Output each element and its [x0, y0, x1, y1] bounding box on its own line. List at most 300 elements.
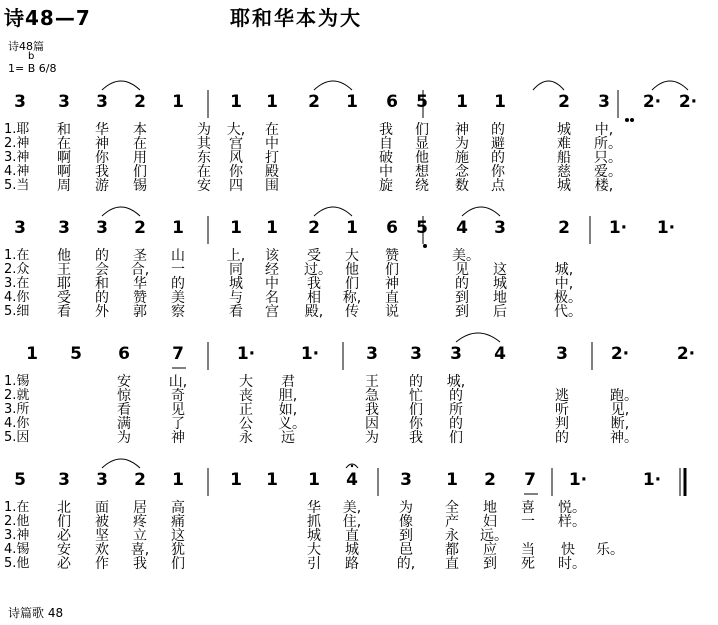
lyric-syllable: 说	[385, 304, 399, 320]
verse-start-syllable: 1.耶	[4, 122, 30, 137]
note: 2	[308, 218, 320, 238]
lyric-syllable: 抓	[307, 514, 321, 530]
lyric-syllable: 安	[197, 178, 211, 194]
note: 2·	[678, 92, 698, 112]
note: 1·	[300, 344, 320, 364]
lyric-syllable: 他	[345, 262, 359, 278]
lyric-syllable: 为	[117, 430, 131, 446]
lyric-syllable: 疼	[133, 514, 147, 530]
lyric-syllable: 四	[229, 178, 243, 194]
lyric-syllable: 施	[455, 150, 469, 166]
lyric-syllable: 名	[265, 290, 279, 306]
lyric-syllable: 远。	[480, 528, 508, 544]
lyric-syllable: 相	[307, 290, 321, 306]
verse-start-syllable: 3.所	[4, 402, 30, 417]
lyric-syllable: 急	[365, 388, 379, 404]
lyric-syllable: 直	[345, 528, 359, 544]
verse-start-syllable: 1.在	[4, 248, 30, 263]
verse-start-syllable: 2.众	[4, 262, 30, 277]
lyric-syllable: 当	[521, 542, 535, 558]
lyric-syllable: 同	[229, 262, 243, 278]
note: 5	[416, 218, 428, 238]
lyric-syllable: 一	[521, 514, 535, 530]
lyric-syllable: 的	[449, 416, 463, 432]
lyric-syllable: 痛	[171, 514, 185, 530]
lyric-syllable: 我	[379, 122, 393, 138]
note: 1	[172, 92, 184, 112]
lyric-syllable: 直	[385, 290, 399, 306]
verse-start-syllable: 5.细	[4, 304, 30, 319]
lyric-syllable: 坚	[95, 528, 109, 544]
lyric-syllable: 这	[171, 528, 185, 544]
lyric-syllable: 为	[197, 122, 211, 138]
verse-start-syllable: 3.神	[4, 528, 30, 543]
lyric-syllable: 殿	[265, 164, 279, 180]
lyric-syllable: 风	[229, 150, 243, 166]
note: 2	[558, 92, 570, 112]
lyric-syllable: 殿,	[304, 304, 324, 320]
note: 2·	[642, 92, 662, 112]
verse-start-syllable: 4.你	[4, 416, 30, 431]
verse-start-syllable: 5.当	[4, 178, 30, 193]
lyric-syllable: 和	[95, 276, 109, 292]
lyric-syllable: 周	[57, 178, 71, 194]
lyric-syllable: 旋	[379, 178, 393, 194]
lyric-syllable: 过。	[304, 262, 332, 278]
lyric-syllable: 神	[455, 122, 469, 138]
lyric-syllable: 见,	[610, 402, 630, 418]
lyric-syllable: 路	[345, 556, 359, 572]
note: 1	[308, 470, 320, 490]
lyric-syllable: 这	[493, 262, 507, 278]
lyric-syllable: 后	[493, 304, 507, 320]
lyric-syllable: 耶	[57, 276, 71, 292]
note: 3	[14, 218, 26, 238]
lyric-syllable: 永	[239, 430, 253, 446]
lyric-syllable: 被	[95, 514, 109, 530]
note: 1·	[642, 470, 662, 490]
lyric-syllable: 中	[265, 136, 279, 152]
verse-start-syllable: 2.他	[4, 514, 30, 529]
note: 2	[134, 92, 146, 112]
lyric-syllable: 逃	[555, 388, 569, 404]
lyric-syllable: 中,	[594, 122, 614, 138]
lyric-syllable: 我	[409, 430, 423, 446]
lyric-syllable: 丧	[239, 388, 253, 404]
lyric-syllable: 因	[365, 416, 379, 432]
lyric-syllable: 你	[409, 416, 423, 432]
lyric-syllable: 义。	[278, 416, 306, 432]
verse-start-syllable: 2.神	[4, 136, 30, 151]
slur	[533, 81, 564, 90]
lyric-syllable: 邑	[399, 542, 413, 558]
lyric-syllable: 爱。	[594, 164, 622, 180]
lyric-syllable: 悦。	[558, 500, 586, 516]
note: 1	[172, 218, 184, 238]
lyric-syllable: 的	[409, 374, 423, 390]
lyric-syllable: 城	[229, 276, 243, 292]
lyric-syllable: 安	[57, 542, 71, 558]
lyric-syllable: 地	[493, 290, 507, 306]
lyric-syllable: 楼,	[594, 178, 614, 194]
lyric-syllable: 快	[561, 542, 575, 558]
lyric-syllable: 断,	[610, 416, 630, 432]
lyric-syllable: 住,	[342, 514, 362, 530]
note: 6	[118, 344, 130, 364]
lyric-syllable: 犹	[171, 542, 185, 558]
lyric-syllable: 在	[133, 136, 147, 152]
lyric-syllable: 远	[281, 430, 295, 446]
lyric-syllable: 惊	[117, 388, 131, 404]
lyric-syllable: 城	[557, 122, 571, 138]
note: 1	[456, 92, 468, 112]
verse-start-syllable: 4.你	[4, 290, 30, 305]
note: 7	[172, 344, 184, 364]
lyric-syllable: 啊	[57, 164, 71, 180]
lyric-syllable: 为	[455, 136, 469, 152]
lyric-syllable: 围	[265, 178, 279, 194]
lyric-syllable: 们	[133, 164, 147, 180]
note: 3	[14, 92, 26, 112]
lyric-syllable: 全	[445, 500, 459, 516]
lyric-syllable: 神	[385, 276, 399, 292]
hymn-code: 诗48—7	[4, 6, 91, 30]
lyric-syllable: 作	[95, 556, 109, 572]
slur	[456, 333, 500, 342]
lyric-syllable: 们	[449, 430, 463, 446]
lyric-syllable: 代。	[554, 304, 582, 320]
note: 3	[58, 470, 70, 490]
lyric-syllable: 看	[57, 304, 71, 320]
slur	[102, 207, 140, 216]
note: 4	[494, 344, 506, 364]
lyric-syllable: 想	[415, 164, 429, 180]
lyric-syllable: 受	[307, 248, 321, 264]
note: 6	[386, 92, 398, 112]
lyric-syllable: 上,	[226, 248, 246, 264]
lyric-syllable: 引	[307, 556, 321, 572]
lyric-syllable: 的	[555, 430, 569, 446]
lyric-syllable: 地	[483, 500, 497, 516]
lyric-syllable: 中,	[554, 276, 574, 292]
lyric-syllable: 在	[197, 164, 211, 180]
note: 1	[172, 470, 184, 490]
lyric-syllable: 到	[455, 290, 469, 306]
lyric-syllable: 的	[171, 276, 185, 292]
lyric-syllable: 王	[365, 374, 379, 390]
lyric-syllable: 听	[555, 402, 569, 418]
lyric-syllable: 大	[307, 542, 321, 558]
lyric-syllable: 到	[483, 556, 497, 572]
lyric-syllable: 自	[379, 136, 393, 152]
lyric-syllable: 我	[133, 556, 147, 572]
lyric-syllable: 乐。	[596, 542, 624, 558]
lyric-syllable: 神	[171, 430, 185, 446]
lyric-syllable: 产	[445, 514, 459, 530]
lyric-syllable: 时。	[558, 556, 586, 572]
key-signature: 1= B 6/8	[8, 62, 57, 75]
lyric-syllable: 大,	[226, 122, 246, 138]
lyric-syllable: 的	[491, 150, 505, 166]
lyric-syllable: 美,	[342, 500, 362, 516]
lyric-syllable: 华	[95, 122, 109, 138]
note: 4	[456, 218, 468, 238]
lyric-syllable: 安	[117, 374, 131, 390]
note: 3	[96, 92, 108, 112]
lyric-syllable: 欢	[95, 542, 109, 558]
lyric-syllable: 避	[491, 136, 505, 152]
lyric-syllable: 看	[229, 304, 243, 320]
lyric-syllable: 我	[307, 276, 321, 292]
note: 1	[346, 218, 358, 238]
lyric-syllable: 们	[415, 122, 429, 138]
note: 1·	[656, 218, 676, 238]
lyric-syllable: 你	[95, 150, 109, 166]
lyric-syllable: 打	[265, 150, 279, 166]
lyric-syllable: 破	[379, 150, 393, 166]
lyric-syllable: 们	[171, 556, 185, 572]
lyric-syllable: 本	[133, 122, 147, 138]
note: 1	[230, 218, 242, 238]
lyric-syllable: 锡	[133, 178, 147, 194]
verse-start-syllable: 3.神	[4, 150, 30, 165]
lyric-syllable: 们	[345, 276, 359, 292]
lyric-syllable: 如,	[278, 402, 298, 418]
note: 5	[70, 344, 82, 364]
lyric-syllable: 点	[491, 178, 505, 194]
note: 3	[400, 470, 412, 490]
note: 2	[484, 470, 496, 490]
lyric-syllable: 我	[365, 402, 379, 418]
note: 1	[446, 470, 458, 490]
note: 3	[58, 218, 70, 238]
lyric-syllable: 船	[557, 150, 571, 166]
verse-start-syllable: 1.锡	[4, 374, 30, 389]
slur	[102, 459, 140, 468]
lyric-syllable: 宫	[265, 304, 279, 320]
lyric-syllable: 北	[57, 500, 71, 516]
lyric-syllable: 面	[95, 500, 109, 516]
slur	[314, 81, 352, 90]
lyric-syllable: 城	[345, 542, 359, 558]
note: 2	[134, 218, 146, 238]
lyric-syllable: 赞	[133, 290, 147, 306]
note: 3	[410, 344, 422, 364]
lyric-syllable: 直	[445, 556, 459, 572]
lyric-syllable: 城	[307, 528, 321, 544]
lyric-syllable: 美。	[452, 248, 480, 264]
note: 5	[416, 92, 428, 112]
lyric-syllable: 的	[455, 276, 469, 292]
lyric-syllable: 奇	[171, 388, 185, 404]
lyric-syllable: 慈	[557, 164, 571, 180]
lyric-syllable: 用	[133, 150, 147, 166]
lyric-syllable: 看	[117, 402, 131, 418]
lyric-syllable: 判	[555, 416, 569, 432]
lyric-syllable: 美	[171, 290, 185, 306]
note: 4	[346, 470, 358, 490]
note: 1	[346, 92, 358, 112]
note: 6	[386, 218, 398, 238]
slur	[102, 81, 140, 90]
lyric-syllable: 一	[171, 262, 185, 278]
lyric-syllable: 居	[133, 500, 147, 516]
lyric-syllable: 必	[57, 528, 71, 544]
lyric-syllable: 正	[239, 402, 253, 418]
lyric-syllable: 城	[557, 178, 571, 194]
lyric-syllable: 啊	[57, 150, 71, 166]
lyric-syllable: 会	[95, 262, 109, 278]
lyric-syllable: 城,	[554, 262, 574, 278]
lyric-syllable: 中	[265, 276, 279, 292]
lyric-syllable: 王	[57, 262, 71, 278]
note: 1	[494, 92, 506, 112]
lyric-syllable: 到	[455, 304, 469, 320]
lyric-syllable: 像	[399, 514, 413, 530]
lyric-syllable: 绕	[415, 178, 429, 194]
verse-start-syllable: 4.锡	[4, 542, 30, 557]
lyric-syllable: 在	[265, 122, 279, 138]
lyric-syllable: 死	[521, 556, 535, 572]
lyric-syllable: 的	[95, 290, 109, 306]
lyric-syllable: 合,	[130, 262, 150, 278]
lyric-syllable: 山,	[168, 374, 188, 390]
lyric-syllable: 君	[281, 374, 295, 390]
lyric-syllable: 们	[409, 402, 423, 418]
lyric-syllable: 该	[265, 248, 279, 264]
lyric-syllable: 受	[57, 290, 71, 306]
slur	[314, 207, 352, 216]
lyric-syllable: 神。	[610, 430, 638, 446]
lyric-syllable: 传	[345, 304, 359, 320]
lyric-syllable: 经	[265, 262, 279, 278]
lyric-syllable: 其	[197, 136, 211, 152]
note: 2	[308, 92, 320, 112]
lyric-syllable: 的	[491, 122, 505, 138]
lyric-syllable: 华	[307, 500, 321, 516]
lyric-syllable: 为	[365, 430, 379, 446]
note: 3	[598, 92, 610, 112]
verse-start-syllable: 1.在	[4, 500, 30, 515]
lyric-syllable: 山	[171, 248, 185, 264]
verse-start-syllable: 5.因	[4, 430, 30, 445]
lyric-syllable: 只。	[594, 150, 622, 166]
lyric-syllable: 公	[239, 416, 253, 432]
lyric-syllable: 所。	[594, 136, 622, 152]
lyric-syllable: 和	[57, 122, 71, 138]
lyric-syllable: 的	[449, 388, 463, 404]
note: 7	[524, 470, 536, 490]
verse-start-syllable: 5.他	[4, 556, 30, 571]
note: 2·	[610, 344, 630, 364]
lyric-syllable: 你	[491, 164, 505, 180]
lyric-syllable: 赞	[385, 248, 399, 264]
lyric-syllable: 为	[399, 500, 413, 516]
verse-start-syllable: 4.神	[4, 164, 30, 179]
lyric-syllable: 都	[445, 542, 459, 558]
lyric-syllable: 们	[57, 514, 71, 530]
hymnal-label: 诗48篇	[8, 40, 44, 53]
note: 5	[14, 470, 26, 490]
lyric-syllable: 宫	[229, 136, 243, 152]
slur	[462, 207, 500, 216]
lyric-syllable: 永	[445, 528, 459, 544]
lyric-syllable: 你	[229, 164, 243, 180]
flat-sign: b	[28, 51, 35, 62]
note: 1·	[608, 218, 628, 238]
lyric-syllable: 念	[455, 164, 469, 180]
note: 1·	[568, 470, 588, 490]
lyric-syllable: 他	[57, 248, 71, 264]
lyric-syllable: 的	[95, 248, 109, 264]
lyric-syllable: 立	[133, 528, 147, 544]
lyric-syllable: 数	[455, 178, 469, 194]
lyric-syllable: 大	[345, 248, 359, 264]
hymn-title: 耶和华本为大	[230, 6, 362, 30]
note: 1	[230, 470, 242, 490]
note: 2	[558, 218, 570, 238]
lyric-syllable: 他	[415, 150, 429, 166]
lyric-syllable: 与	[229, 290, 243, 306]
lyric-syllable: 极。	[554, 290, 582, 306]
lyric-syllable: 喜	[521, 500, 535, 516]
slur	[652, 81, 688, 90]
lyric-syllable: 称,	[342, 290, 362, 306]
lyric-syllable: 见	[171, 402, 185, 418]
lyric-syllable: 样。	[558, 514, 586, 530]
lyric-syllable: 胆,	[278, 388, 298, 404]
note: 1	[230, 92, 242, 112]
lyric-syllable: 神	[95, 136, 109, 152]
note: 3	[494, 218, 506, 238]
lyric-syllable: 显	[415, 136, 429, 152]
note: 3	[366, 344, 378, 364]
lyric-syllable: 城,	[446, 374, 466, 390]
lyric-syllable: 了	[171, 416, 185, 432]
lyric-syllable: 在	[57, 136, 71, 152]
verse-start-syllable: 3.在	[4, 276, 30, 291]
lyric-syllable: 所	[449, 402, 463, 418]
lyric-syllable: 郭	[133, 304, 147, 320]
lyric-syllable: 的,	[396, 556, 416, 572]
lyric-syllable: 满	[117, 416, 131, 432]
note: 1	[266, 92, 278, 112]
lyric-syllable: 难	[557, 136, 571, 152]
lyric-syllable: 到	[399, 528, 413, 544]
note: 1·	[236, 344, 256, 364]
lyric-syllable: 必	[57, 556, 71, 572]
lyric-syllable: 中	[379, 164, 393, 180]
lyric-syllable: 城	[493, 276, 507, 292]
lyric-syllable: 察	[171, 304, 185, 320]
note: 3	[96, 218, 108, 238]
verse-start-syllable: 2.就	[4, 388, 30, 403]
lyric-syllable: 东	[197, 150, 211, 166]
lyric-syllable: 应	[483, 542, 497, 558]
note: 1	[266, 218, 278, 238]
note: 3	[96, 470, 108, 490]
lyric-syllable: 圣	[133, 248, 147, 264]
note: 1	[266, 470, 278, 490]
lyric-syllable: 我	[95, 164, 109, 180]
fermata-dot	[351, 465, 353, 467]
note: 3	[450, 344, 462, 364]
lyric-syllable: 忙	[409, 388, 423, 404]
note: 3	[58, 92, 70, 112]
lyric-syllable: 们	[385, 262, 399, 278]
lyric-syllable: 跑。	[610, 388, 638, 404]
lyric-syllable: 见	[455, 262, 469, 278]
